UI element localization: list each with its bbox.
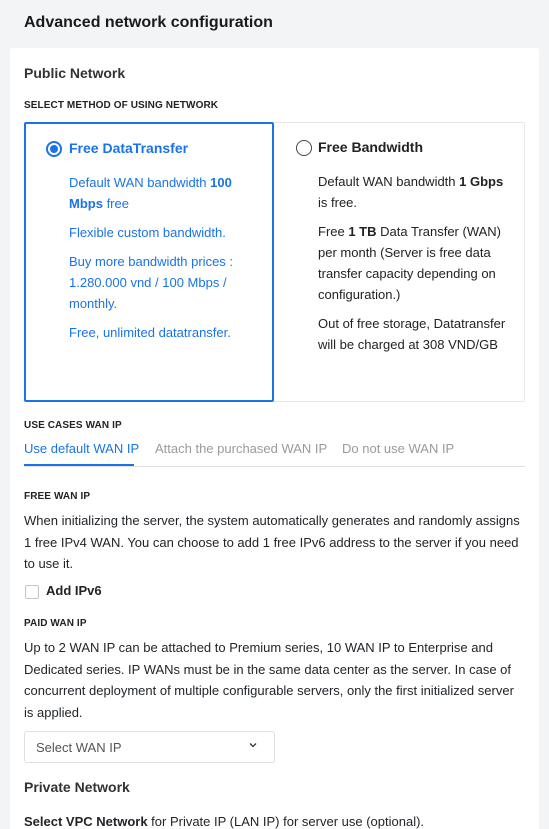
option-line: Default WAN bandwidth 1 Gbps is free. <box>318 174 504 210</box>
select-vpc-network-label: Select VPC Network <box>24 814 148 829</box>
radio-unselected-icon[interactable] <box>296 140 312 156</box>
option-description <box>318 171 513 363</box>
network-config-card <box>10 48 539 829</box>
method-label: SELECT METHOD OF USING NETWORK <box>24 100 219 111</box>
paid-wan-ip-text: Up to 2 WAN IP can be attached to Premium series, 10 WAN IP to Enterprise and Dedicated series. IP WANs must be in the same data center as the server. In case of concurrent deployment of multiple configurable servers, only the first initialized server is applied. <box>24 640 514 720</box>
option-line: Flexible custom bandwidth. <box>69 225 226 240</box>
add-ipv6-checkbox[interactable] <box>25 585 39 599</box>
wan-ip-tabs <box>24 441 525 467</box>
active-tab-indicator <box>24 464 134 466</box>
tab-attach-purchased-wan-ip[interactable]: Attach the purchased WAN IP <box>155 441 328 456</box>
chevron-down-icon <box>248 740 258 750</box>
public-network-title: Public Network <box>24 65 126 81</box>
free-wan-ip-text: When initializing the server, the system automatically generates and randomly assigns 1 free IPv4 WAN. You can choose to add 1 free IPv6 address to the server if you need to use it. <box>24 513 520 571</box>
use-cases-label: USE CASES WAN IP <box>24 420 122 431</box>
free-wan-ip-label: FREE WAN IP <box>24 491 91 502</box>
option-line: Free, unlimited datatransfer. <box>69 325 231 340</box>
radio-selected-icon[interactable] <box>46 141 62 157</box>
option-title: Free Bandwidth <box>318 139 424 155</box>
option-line: Out of free storage, Datatransfer will be charged at 308 VND/GB <box>318 316 506 352</box>
add-ipv6-label[interactable]: Add IPv6 <box>46 583 102 598</box>
select-wan-ip-dropdown[interactable] <box>24 731 275 763</box>
option-free-bandwidth[interactable] <box>274 122 525 402</box>
tab-use-default-wan-ip[interactable]: Use default WAN IP <box>24 441 140 456</box>
private-network-description: Select VPC Network for Private IP (LAN IP) for server use (optional). <box>24 814 425 829</box>
select-placeholder: Select WAN IP <box>36 740 122 755</box>
paid-wan-ip-label: PAID WAN IP <box>24 618 87 629</box>
option-line: Default WAN bandwidth 100 Mbps free <box>69 175 232 211</box>
tab-do-not-use-wan-ip[interactable]: Do not use WAN IP <box>342 441 455 456</box>
option-description <box>69 172 269 351</box>
private-network-title: Private Network <box>24 779 130 795</box>
option-line: Free 1 TB Data Transfer (WAN) per month (Server is free data transfer capacity depending on configuration.) <box>318 224 501 302</box>
option-line: Buy more bandwidth prices : 1.280.000 vnd / 100 Mbps / monthly. <box>69 254 234 311</box>
page-title: Advanced network configuration <box>24 14 273 31</box>
option-free-datatransfer[interactable] <box>24 122 274 402</box>
option-title: Free DataTransfer <box>69 140 189 156</box>
